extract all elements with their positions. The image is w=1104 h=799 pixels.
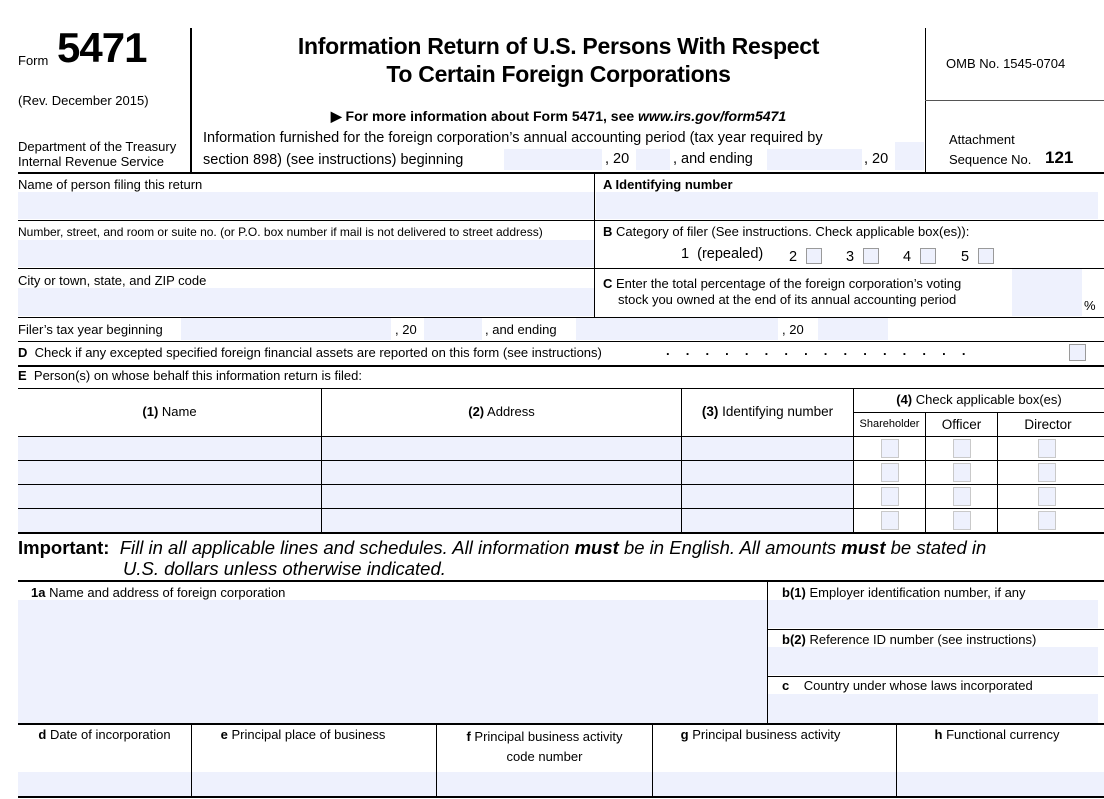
category-5-checkbox[interactable]: [978, 248, 994, 264]
activity-code-input[interactable]: [437, 772, 652, 796]
tax-year-comma-20-b: , 20: [782, 322, 804, 337]
person-id-input[interactable]: [682, 509, 853, 532]
person-id-input[interactable]: [682, 437, 853, 460]
line-c-country-num: c: [782, 678, 790, 693]
line-f-num: f: [466, 729, 471, 744]
line-b2-num: b(2): [782, 632, 806, 647]
director-checkbox[interactable]: [1038, 511, 1056, 530]
triangle-right-icon: ▶: [330, 108, 342, 124]
col-num: (3): [701, 404, 719, 419]
department: Department of the Treasury: [18, 139, 177, 154]
form-word: Form: [18, 53, 49, 68]
col-header-name: [18, 404, 321, 419]
important-label: Important:: [18, 537, 110, 558]
person-id-input[interactable]: [682, 485, 853, 508]
line-d-date-label: [18, 727, 191, 742]
leader-dots: . . . . . . . . . . . . . . . .: [666, 343, 966, 358]
officer-checkbox[interactable]: [953, 487, 971, 506]
officer-checkbox[interactable]: [953, 463, 971, 482]
important-line2: [123, 558, 446, 579]
rule: [18, 580, 1104, 582]
line-1a-text: Name and address of foreign corporation: [49, 585, 286, 600]
line-d-date-text: Date of incorporation: [49, 727, 171, 742]
line-1a-num: 1a: [31, 585, 46, 600]
person-address-input[interactable]: [322, 461, 681, 484]
category-5-label: 5: [961, 249, 970, 265]
important-text3: be stated in: [885, 537, 987, 558]
line-d-checkbox[interactable]: [1069, 344, 1086, 361]
filer-tax-year-begin-year-input[interactable]: [424, 318, 482, 340]
filer-name-label: Name of person filing this return: [18, 177, 203, 192]
shareholder-checkbox[interactable]: [881, 463, 899, 482]
director-checkbox[interactable]: [1038, 463, 1056, 482]
period-comma-20-b: , 20: [864, 151, 889, 167]
rule: [18, 796, 1104, 798]
person-name-input[interactable]: [18, 461, 321, 484]
filer-city-label: City or town, state, and ZIP code: [18, 273, 207, 288]
line-c-country-text: Country under whose laws incorporated: [803, 678, 1033, 693]
category-1-repealed: 1 (repealed): [681, 246, 764, 262]
line-a-label: [603, 177, 733, 192]
line-e-place-label: [192, 727, 414, 742]
filer-tax-year-end-year-input[interactable]: [818, 318, 888, 340]
tax-year-and-ending: , and ending: [485, 322, 557, 337]
rule: [853, 412, 1104, 413]
col-id-text: Identifying number: [722, 404, 834, 419]
important-line2-text: U.S. dollars unless otherwise indicated.: [123, 558, 446, 579]
shareholder-checkbox[interactable]: [881, 487, 899, 506]
person-name-input[interactable]: [18, 485, 321, 508]
period-comma-20-a: , 20: [605, 151, 630, 167]
line-f-code-label: [437, 727, 652, 767]
shareholder-checkbox[interactable]: [881, 511, 899, 530]
line-c-letter: C: [603, 276, 613, 291]
col-header-shareholder: Shareholder: [859, 418, 920, 430]
rule: [18, 220, 594, 221]
important-must1: must: [574, 537, 619, 558]
sequence-label: Sequence No.: [949, 152, 1032, 167]
important-text1: Fill in all applicable lines and schedules. All information: [119, 537, 575, 558]
category-3-label: 3: [846, 249, 855, 265]
foreign-corp-name-address-input[interactable]: [18, 600, 767, 723]
agency: Internal Revenue Service: [18, 154, 164, 169]
director-checkbox[interactable]: [1038, 487, 1056, 506]
rule: [18, 341, 1104, 342]
col-header-address: [322, 404, 681, 419]
line-f-text2: code number: [506, 749, 583, 764]
line-b1-num: b(1): [782, 585, 806, 600]
filer-name-input[interactable]: [18, 192, 594, 219]
line-d-label: [18, 345, 602, 360]
rule: [594, 220, 1104, 221]
col-header-director: Director: [1024, 417, 1072, 432]
form-title-line2: To Certain Foreign Corporations: [386, 61, 731, 87]
rule: [18, 532, 1104, 534]
line-g-activity-label: [653, 727, 868, 742]
line-e-letter: E: [18, 368, 27, 383]
important-must2: must: [841, 537, 886, 558]
line-b1-text: Employer identification number, if any: [809, 585, 1026, 600]
shareholder-checkbox[interactable]: [881, 439, 899, 458]
officer-checkbox[interactable]: [953, 439, 971, 458]
person-id-input[interactable]: [682, 461, 853, 484]
rule: [767, 676, 1104, 677]
director-checkbox[interactable]: [1038, 439, 1056, 458]
line-e-place-text: Principal place of business: [231, 727, 386, 742]
person-address-input[interactable]: [322, 509, 681, 532]
country-input[interactable]: [768, 694, 1098, 723]
period-begin-year-field[interactable]: [636, 149, 670, 170]
omb-number: OMB No. 1545-0704: [946, 56, 1066, 71]
line-h-num: h: [934, 727, 943, 742]
line-b-label: [603, 224, 969, 239]
filer-address-input[interactable]: [18, 240, 594, 267]
person-name-input[interactable]: [18, 509, 321, 532]
line-e-label: [18, 368, 362, 383]
filer-mid-divider: [594, 173, 595, 317]
category-3-checkbox[interactable]: [863, 248, 879, 264]
category-2-label: 2: [789, 249, 798, 265]
col-name-text: Name: [161, 404, 197, 419]
header-bottom-rule: [18, 172, 1104, 174]
filer-city-input[interactable]: [18, 288, 594, 316]
line-b1-label: [782, 585, 1026, 600]
col-num: (1): [142, 404, 159, 419]
col-num: (2): [468, 404, 485, 419]
revision-date: (Rev. December 2015): [18, 93, 149, 108]
line-d-text: Check if any excepted specified foreign financial assets are reported on this form (see instructions): [34, 345, 602, 360]
line-d-letter: D: [18, 345, 28, 360]
filer-address-label: Number, street, and room or suite no. (or P.O. box number if mail is not delivered to street address): [18, 225, 543, 239]
line-h-currency-label: [897, 727, 1097, 742]
irs-url-link[interactable]: www.irs.gov/form5471: [638, 108, 787, 124]
period-and-ending: , and ending: [673, 151, 753, 167]
form-title: [192, 32, 925, 88]
form-number: 5471: [57, 24, 147, 71]
category-4-checkbox[interactable]: [920, 248, 936, 264]
col-header-officer: Officer: [941, 417, 982, 432]
category-2-checkbox[interactable]: [806, 248, 822, 264]
period-line1: Information furnished for the foreign corporation’s annual accounting period (tax year required by: [203, 130, 823, 146]
filer-tax-year-begin-input[interactable]: [181, 318, 391, 340]
important-notice: [18, 537, 986, 558]
reference-id-input[interactable]: [768, 647, 1098, 675]
line-a-text: Identifying number: [615, 177, 733, 192]
filer-tax-year-label: Filer’s tax year beginning: [18, 322, 163, 337]
line-g-num: g: [680, 727, 689, 742]
tax-year-comma-20-a: , 20: [395, 322, 417, 337]
more-info-line: [192, 108, 925, 124]
date-of-incorporation-input[interactable]: [18, 772, 191, 796]
line-b2-label: [782, 632, 1036, 647]
line-g-text: Principal business activity: [692, 727, 841, 742]
ein-input[interactable]: [768, 600, 1098, 628]
line-c-label2: stock you owned at the end of its annual accounting period: [618, 292, 957, 307]
form-title-line1: Information Return of U.S. Persons With Respect: [297, 33, 820, 59]
line-h-text: Functional currency: [946, 727, 1060, 742]
attachment-label: Attachment: [949, 132, 1015, 147]
line-f-text1: Principal business activity: [474, 729, 623, 744]
person-name-input[interactable]: [18, 437, 321, 460]
col-address-text: Address: [487, 404, 535, 419]
filer-tax-year-end-input[interactable]: [576, 318, 778, 340]
col-header-id: [682, 404, 853, 419]
line-b-text: Category of filer (See instructions. Check applicable box(es)):: [616, 224, 970, 239]
functional-currency-input[interactable]: [897, 772, 1104, 796]
period-end-year-field[interactable]: [895, 142, 924, 170]
line-c-label1: [603, 276, 961, 291]
line-d-date-num: d: [38, 727, 47, 742]
more-info-text: For more information about Form 5471, see: [345, 108, 639, 124]
line-b2-text: Reference ID number (see instructions): [809, 632, 1037, 647]
line-b-letter: B: [603, 224, 613, 239]
line-a-letter: A: [603, 177, 612, 192]
col-check-text: Check applicable box(es): [915, 392, 1062, 407]
line-e-text: Person(s) on whose behalf this information return is filed:: [33, 368, 362, 383]
important-text2: be in English. All amounts: [618, 537, 842, 558]
category-4-label: 4: [903, 249, 912, 265]
voting-stock-percent-input[interactable]: [1012, 269, 1082, 316]
period-begin-date-field[interactable]: [504, 149, 602, 170]
rule: [767, 629, 1104, 630]
rule: [18, 388, 1104, 389]
omb-divider: [925, 100, 1104, 101]
sequence-number: 121: [1045, 148, 1074, 167]
line-c-text1: Enter the total percentage of the foreign corporation’s voting: [616, 276, 962, 291]
col-num: (4): [896, 392, 913, 407]
person-address-input[interactable]: [322, 485, 681, 508]
rule: [18, 365, 1104, 367]
col-header-check: [854, 392, 1104, 407]
person-address-input[interactable]: [322, 437, 681, 460]
line-1a-label: [31, 585, 285, 600]
principal-place-input[interactable]: [192, 772, 436, 796]
period-line2: section 898) (see instructions) beginning: [203, 152, 464, 168]
rule: [18, 268, 594, 269]
line-e-place-num: e: [220, 727, 228, 742]
business-activity-input[interactable]: [653, 772, 896, 796]
officer-checkbox[interactable]: [953, 511, 971, 530]
period-end-date-field[interactable]: [767, 149, 862, 170]
rule: [18, 723, 1104, 725]
identifying-number-input[interactable]: [596, 192, 1098, 219]
line-c-country-label: [782, 678, 1033, 693]
percent-sign: %: [1084, 298, 1096, 313]
